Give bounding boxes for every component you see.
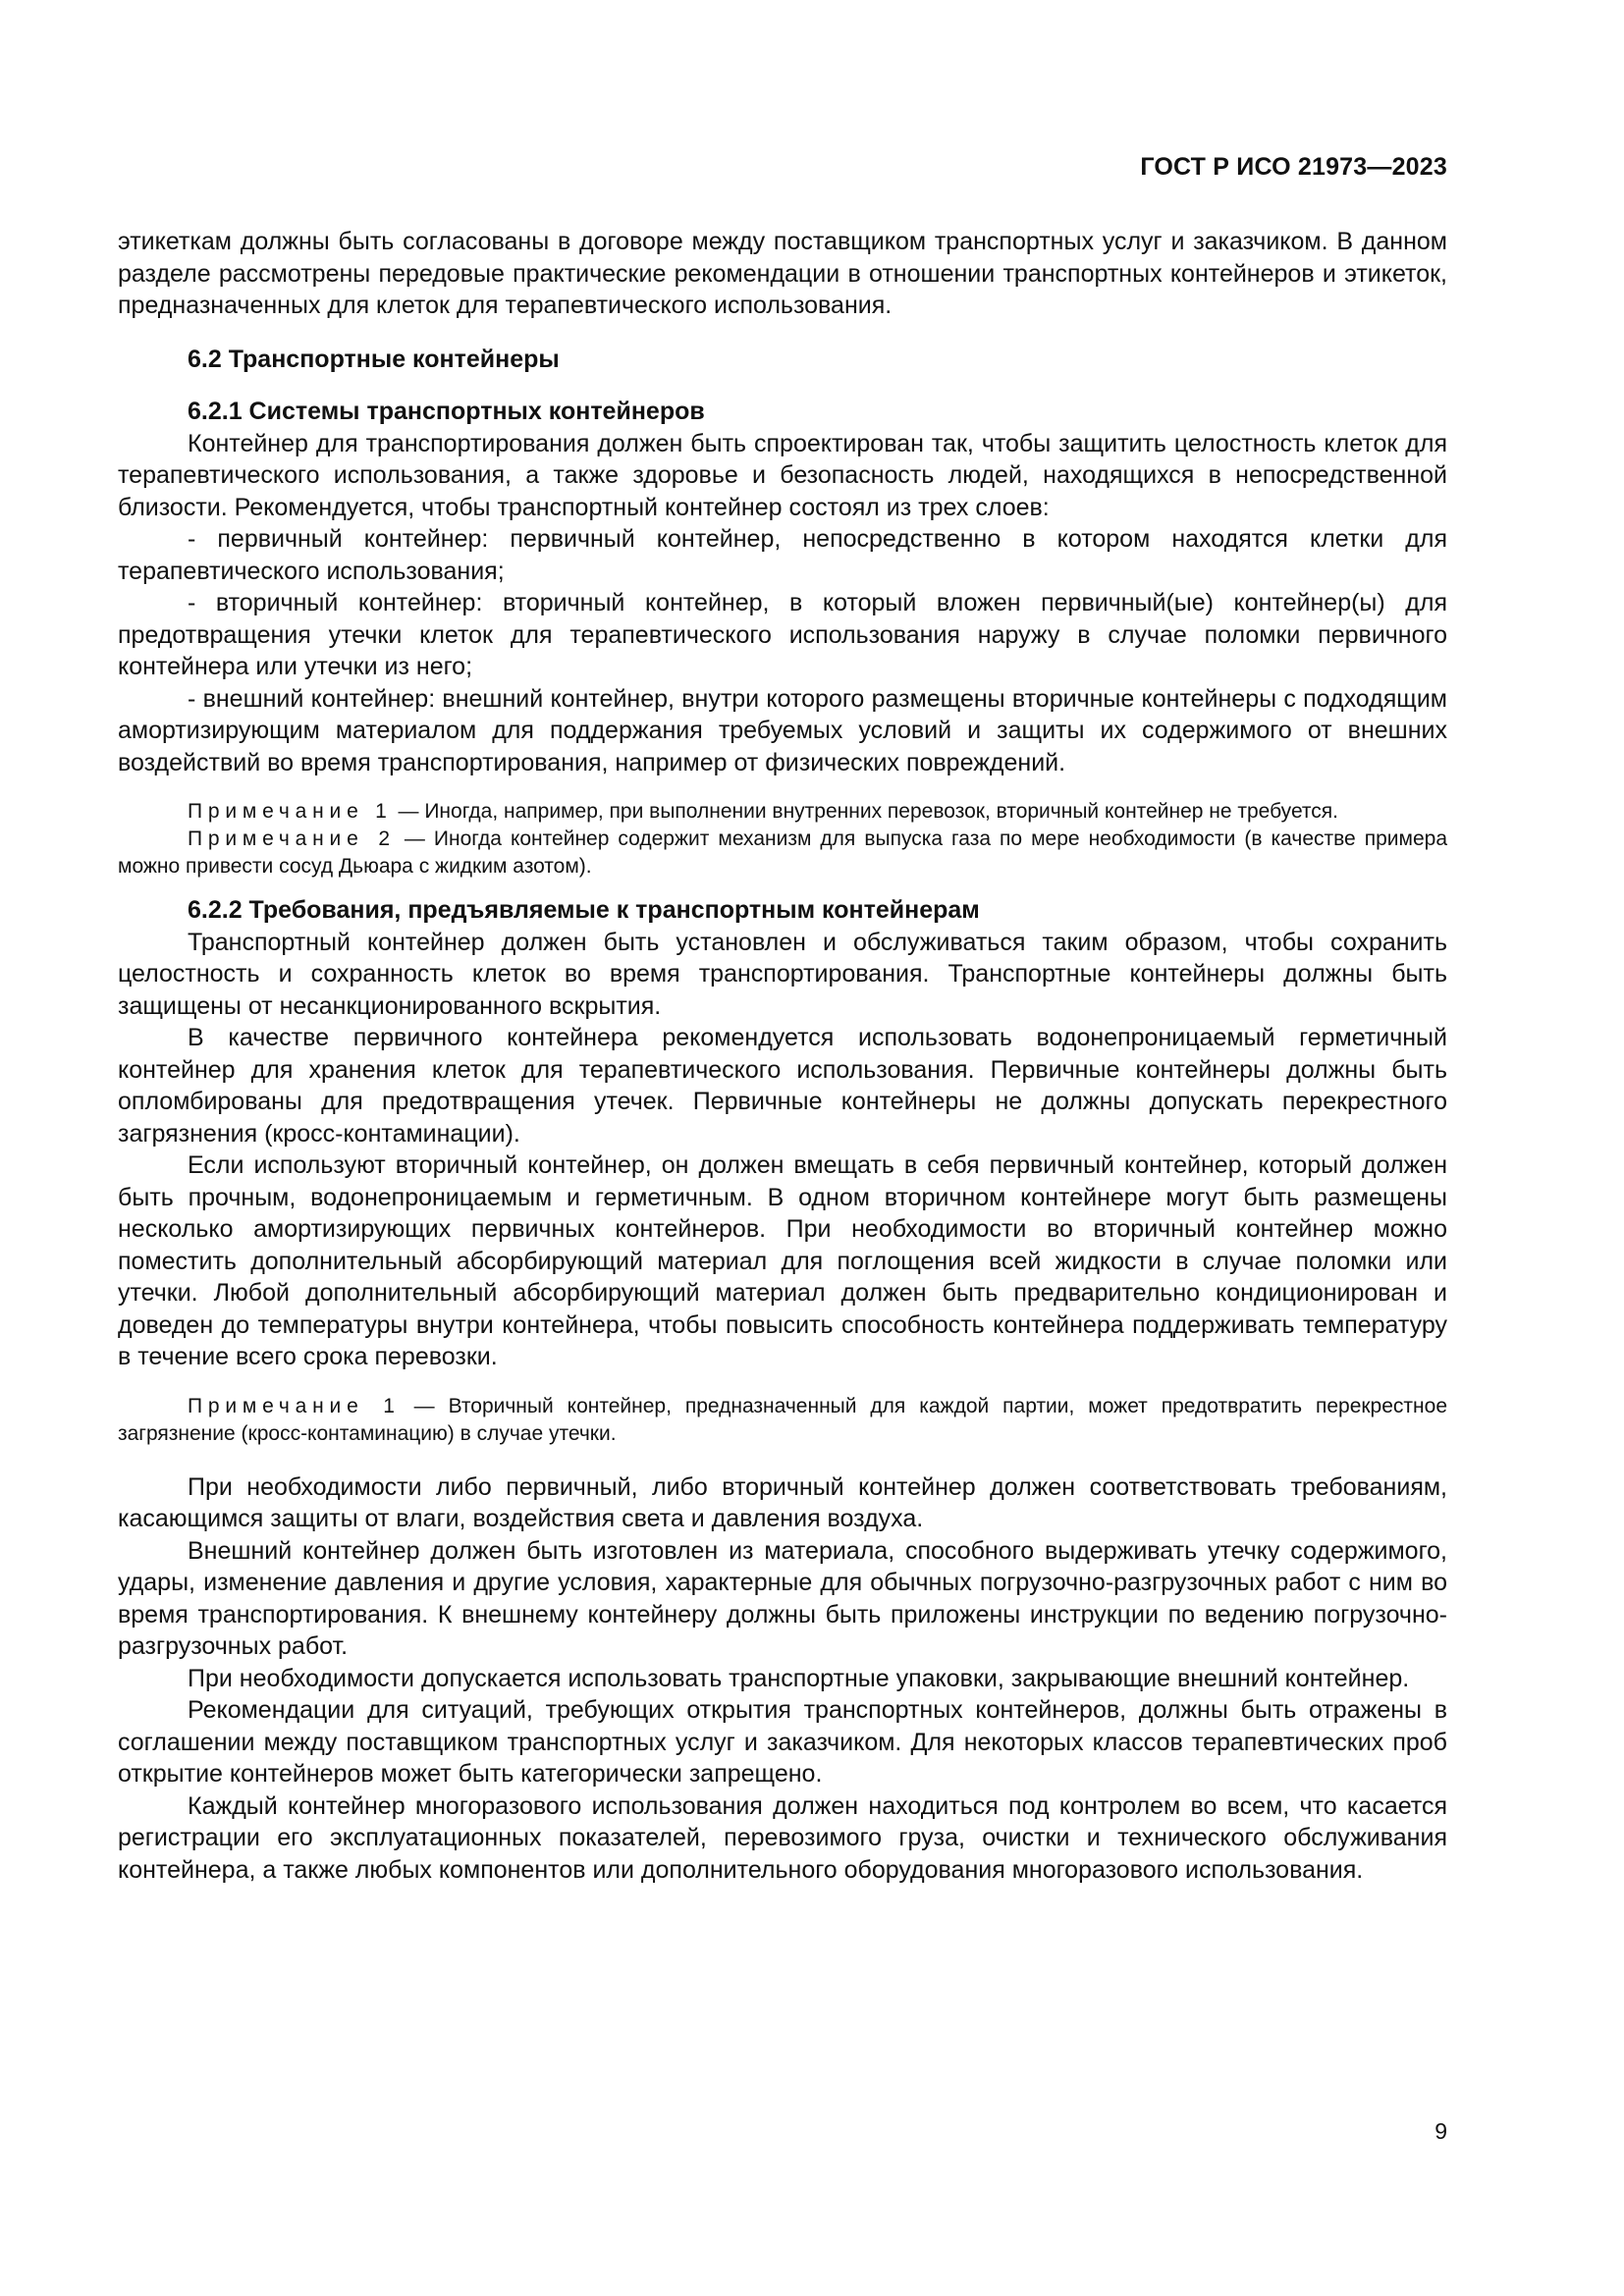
page-content	[118, 226, 1447, 1886]
section-6-2-1-paragraph: Контейнер для транспортирования должен быть спроектирован так, чтобы защитить целостность клеток для терапевтического использования, а также здоровье и безопасность людей, находящихся в непосредственной близости. Рекомендуется, чтобы транспортный контейнер состоял из трех слоев:	[118, 429, 1447, 521]
list-item-secondary-container: - вторичный контейнер: вторичный контейнер, в который вложен первичный(ые) контейнер(ы) для предотвращения утечки клеток для терапевтического использования наружу в случае поломки первичного контейнера или утечки из него;	[118, 589, 1447, 680]
note-6-2-1-1	[118, 798, 1447, 826]
document-page	[118, 0, 1447, 2296]
section-6-2-2-paragraph: Если используют вторичный контейнер, он должен вмещать в себя первичный контейнер, который должен быть прочным, водонепроницаемым и герметичным. В одном вторичном контейнере могут быть размещены несколько амортизирующих первичных контейнеров. При необходимости во вторичный контейнер можно поместить дополнительный абсорбирующий материал для поглощения всей жидкости в случае поломки или утечки. Любой дополнительный абсорбирующий материал должен быть предварительно кондиционирован и доведен до температуры внутри контейнера, чтобы повысить способность контейнера поддерживать температуру в течение всего срока перевозки.	[118, 1151, 1447, 1370]
section-6-2-2-paragraph: При необходимости либо первичный, либо вторичный контейнер должен соответствовать требованиям, касающимся защиты от влаги, воздействия света и давления воздуха.	[118, 1472, 1447, 1532]
section-6-2-2-heading: 6.2.2 Требования, предъявляемые к транспортным контейнерам	[188, 896, 980, 924]
document-code: ГОСТ Р ИСО 21973—2023	[1140, 153, 1447, 181]
note-text: — Иногда контейнер содержит механизм для выпуска газа по мере необходимости (в качестве примера можно привести сосуд Дьюара с жидким азотом).	[118, 828, 1447, 878]
note-6-2-2-1	[118, 1393, 1447, 1448]
section-6-2-2-paragraph: Рекомендации для ситуаций, требующих открытия транспортных контейнеров, должны быть отражены в соглашении между поставщиком транспортных услуг и заказчиком. Для некоторых классов терапевтических проб открытие контейнеров может быть категорически запрещено.	[118, 1696, 1447, 1788]
note-text: — Иногда, например, при выполнении внутренних перевозок, вторичный контейнер не требуется.	[392, 800, 1339, 823]
section-6-2-1-heading: 6.2.1 Системы транспортных контейнеров	[188, 398, 705, 425]
note-label: Примечание 1	[188, 800, 393, 823]
section-6-2-2-paragraph: В качестве первичного контейнера рекомендуется использовать водонепроницаемый герметичный контейнер для хранения клеток для терапевтического использования. Первичные контейнеры должны быть опломбированы для предотвращения утечек. Первичные контейнеры не должны допускать перекрестного загрязнения (кросс-контаминации).	[118, 1024, 1447, 1148]
list-item-primary-container: - первичный контейнер: первичный контейнер, непосредственно в котором находятся клетки для терапевтического использования;	[118, 525, 1447, 585]
note-text: — Вторичный контейнер, предназначенный для каждой партии, может предотвратить перекрестное загрязнение (кросс-контаминацию) в случае утечки.	[118, 1394, 1447, 1445]
list-item-outer-container: - внешний контейнер: внешний контейнер, внутри которого размещены вторичные контейнеры с подходящим амортизирующим материалом для поддержания требуемых условий и защиты их содержимого от внешних воздействий во время транспортирования, например от физических повреждений.	[118, 684, 1447, 776]
section-6-2-heading: 6.2 Транспортные контейнеры	[188, 345, 560, 373]
section-6-2-2-paragraph: Внешний контейнер должен быть изготовлен из материала, способного выдерживать утечку содержимого, удары, изменение давления и другие условия, характерные для обычных погрузочно-разгрузочных работ с ним во время транспортирования. К внешнему контейнеру должны быть приложены инструкции по ведению погрузочно-разгрузочных работ.	[118, 1536, 1447, 1660]
note-6-2-1-2	[118, 826, 1447, 881]
note-label: Примечание 2	[188, 828, 396, 850]
section-6-2-2-paragraph: При необходимости допускается использовать транспортные упаковки, закрывающие внешний контейнер.	[188, 1664, 1410, 1692]
section-6-2-2-paragraph: Каждый контейнер многоразового использования должен находиться под контролем во всем, что касается регистрации его эксплуатационных показателей, перевозимого груза, очистки и технического обслуживания контейнера, а также любых компонентов или дополнительного оборудования многоразового использования.	[118, 1791, 1447, 1884]
note-label: Примечание 1	[188, 1394, 401, 1417]
page-number: 9	[1435, 2118, 1447, 2144]
section-6-2-2-paragraph: Транспортный контейнер должен быть установлен и обслуживаться таким образом, чтобы сохранить целостность и сохранность клеток во время транспортирования. Транспортные контейнеры должны быть защищены от несанкционированного вскрытия.	[118, 928, 1447, 1020]
intro-paragraph: этикеткам должны быть согласованы в договоре между поставщиком транспортных услуг и заказчиком. В данном разделе рассмотрены передовые практические рекомендации в отношении транспортных контейнеров и этикеток, предназначенных для клеток для терапевтического использования.	[118, 228, 1447, 319]
